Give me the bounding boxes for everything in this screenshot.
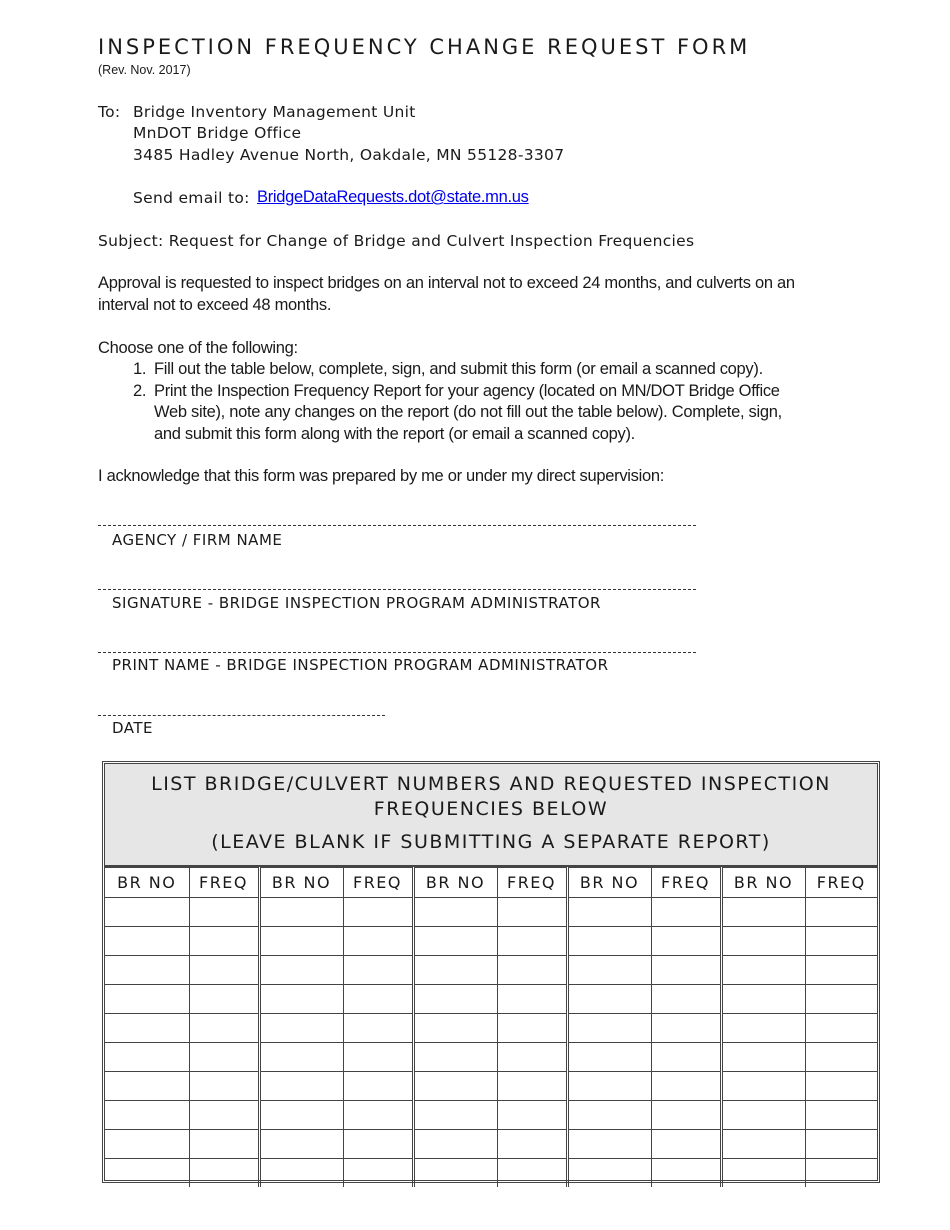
freq-cell[interactable] (651, 1072, 721, 1101)
bridge-frequency-grid (102, 761, 880, 1183)
freq-cell[interactable] (189, 898, 259, 927)
br-no-cell[interactable] (105, 1043, 189, 1072)
freq-cell[interactable] (805, 1130, 877, 1159)
freq-cell[interactable] (651, 1014, 721, 1043)
freq-header: FREQ (343, 868, 413, 898)
print-name-line[interactable] (98, 652, 696, 653)
grid-row (105, 956, 877, 985)
br-no-cell[interactable] (721, 1043, 805, 1072)
freq-cell[interactable] (343, 1130, 413, 1159)
br-no-cell[interactable] (105, 1101, 189, 1130)
freq-cell[interactable] (805, 1159, 877, 1188)
br-no-cell[interactable] (413, 1043, 497, 1072)
freq-cell[interactable] (497, 956, 567, 985)
to-label: To: (98, 103, 121, 121)
grid-heading-line-3: (LEAVE BLANK IF SUBMITTING A SEPARATE REPORT) (211, 831, 771, 853)
freq-cell[interactable] (189, 956, 259, 985)
br-no-cell[interactable] (721, 1130, 805, 1159)
freq-cell[interactable] (805, 985, 877, 1014)
acknowledge-statement: I acknowledge that this form was prepared by me or under my direct supervision: (98, 467, 664, 485)
subject-line: Subject: Request for Change of Bridge and Culvert Inspection Frequencies (98, 232, 695, 250)
address-line-2: MnDOT Bridge Office (133, 124, 302, 142)
option-2-text-line-2: Web site), note any changes on the report (do not fill out the table below). Complete, sign, (154, 403, 782, 421)
freq-cell[interactable] (343, 1072, 413, 1101)
freq-cell[interactable] (805, 1014, 877, 1043)
signature-line[interactable] (98, 589, 696, 590)
freq-cell[interactable] (497, 927, 567, 956)
freq-header: FREQ (189, 868, 259, 898)
date-label: DATE (112, 719, 154, 737)
grid-body (105, 898, 877, 1188)
br-no-cell[interactable] (567, 1043, 651, 1072)
freq-cell[interactable] (189, 985, 259, 1014)
br-no-header: BR NO (413, 868, 497, 898)
br-no-cell[interactable] (259, 1043, 343, 1072)
freq-cell[interactable] (343, 1014, 413, 1043)
email-link[interactable]: BridgeDataRequests.dot@state.mn.us (257, 188, 529, 206)
freq-cell[interactable] (189, 1072, 259, 1101)
br-no-cell[interactable] (105, 1072, 189, 1101)
freq-cell[interactable] (497, 1159, 567, 1188)
option-2-text-line-1: Print the Inspection Frequency Report for your agency (located on MN/DOT Bridge Office (154, 382, 780, 400)
freq-cell[interactable] (651, 1101, 721, 1130)
grid-row (105, 927, 877, 956)
freq-header: FREQ (651, 868, 721, 898)
freq-cell[interactable] (497, 1014, 567, 1043)
br-no-cell[interactable] (413, 1159, 497, 1188)
choose-intro: Choose one of the following: (98, 339, 298, 357)
grid-row (105, 1014, 877, 1043)
freq-cell[interactable] (497, 898, 567, 927)
freq-cell[interactable] (497, 1130, 567, 1159)
freq-cell[interactable] (189, 1043, 259, 1072)
grid-row (105, 1072, 877, 1101)
freq-cell[interactable] (651, 898, 721, 927)
grid-row (105, 1043, 877, 1072)
br-no-cell[interactable] (105, 898, 189, 927)
grid-heading (105, 764, 877, 867)
freq-cell[interactable] (651, 927, 721, 956)
br-no-cell[interactable] (259, 1014, 343, 1043)
br-no-cell[interactable] (721, 927, 805, 956)
br-no-cell[interactable] (413, 1072, 497, 1101)
br-no-cell[interactable] (413, 1101, 497, 1130)
grid-row (105, 1159, 877, 1188)
br-no-cell[interactable] (721, 898, 805, 927)
freq-cell[interactable] (497, 1072, 567, 1101)
option-1-number: 1. (133, 360, 147, 378)
br-no-cell[interactable] (721, 1159, 805, 1188)
freq-cell[interactable] (343, 927, 413, 956)
br-no-cell[interactable] (259, 898, 343, 927)
br-no-header: BR NO (105, 868, 189, 898)
br-no-cell[interactable] (721, 1072, 805, 1101)
approval-text-line-2: interval not to exceed 48 months. (98, 296, 332, 314)
br-no-cell[interactable] (721, 1101, 805, 1130)
br-no-header: BR NO (259, 868, 343, 898)
br-no-cell[interactable] (721, 956, 805, 985)
br-no-cell[interactable] (567, 927, 651, 956)
br-no-cell[interactable] (105, 985, 189, 1014)
freq-cell[interactable] (805, 927, 877, 956)
br-no-cell[interactable] (567, 1159, 651, 1188)
freq-cell[interactable] (189, 1130, 259, 1159)
freq-header: FREQ (497, 868, 567, 898)
freq-cell[interactable] (651, 1043, 721, 1072)
freq-cell[interactable] (805, 956, 877, 985)
option-2-number: 2. (133, 382, 147, 400)
freq-cell[interactable] (343, 985, 413, 1014)
br-no-cell[interactable] (413, 956, 497, 985)
freq-cell[interactable] (651, 1159, 721, 1188)
freq-cell[interactable] (189, 1014, 259, 1043)
br-no-cell[interactable] (567, 1130, 651, 1159)
br-no-cell[interactable] (413, 927, 497, 956)
br-no-header: BR NO (567, 868, 651, 898)
freq-cell[interactable] (497, 1043, 567, 1072)
date-line[interactable] (98, 715, 385, 716)
br-no-cell[interactable] (413, 1014, 497, 1043)
freq-cell[interactable] (189, 927, 259, 956)
br-no-cell[interactable] (259, 956, 343, 985)
br-no-cell[interactable] (259, 1101, 343, 1130)
freq-cell[interactable] (497, 1101, 567, 1130)
freq-cell[interactable] (189, 1101, 259, 1130)
br-no-cell[interactable] (259, 985, 343, 1014)
br-no-cell[interactable] (567, 1072, 651, 1101)
freq-cell[interactable] (805, 898, 877, 927)
freq-cell[interactable] (343, 1101, 413, 1130)
freq-cell[interactable] (497, 985, 567, 1014)
br-no-cell[interactable] (105, 1014, 189, 1043)
agency-name-line[interactable] (98, 525, 696, 526)
freq-cell[interactable] (805, 1101, 877, 1130)
grid-heading-line-2: FREQUENCIES BELOW (373, 798, 609, 820)
form-title: INSPECTION FREQUENCY CHANGE REQUEST FORM (98, 35, 751, 59)
grid-row (105, 898, 877, 927)
br-no-cell[interactable] (567, 1101, 651, 1130)
br-no-cell[interactable] (105, 1159, 189, 1188)
freq-cell[interactable] (651, 985, 721, 1014)
br-no-cell[interactable] (259, 1072, 343, 1101)
grid-table (105, 867, 877, 1187)
address-line-3: 3485 Hadley Avenue North, Oakdale, MN 55128-3307 (133, 146, 565, 164)
agency-name-label: AGENCY / FIRM NAME (112, 531, 283, 549)
br-no-cell[interactable] (105, 1130, 189, 1159)
br-no-cell[interactable] (105, 956, 189, 985)
freq-header: FREQ (805, 868, 877, 898)
freq-cell[interactable] (343, 956, 413, 985)
freq-cell[interactable] (651, 1130, 721, 1159)
signature-label: SIGNATURE - BRIDGE INSPECTION PROGRAM ADMINISTRATOR (112, 594, 601, 612)
br-no-cell[interactable] (567, 1014, 651, 1043)
freq-cell[interactable] (805, 1072, 877, 1101)
address-line-1: Bridge Inventory Management Unit (133, 103, 416, 121)
grid-row (105, 1130, 877, 1159)
br-no-header: BR NO (721, 868, 805, 898)
br-no-cell[interactable] (413, 985, 497, 1014)
revision-date: (Rev. Nov. 2017) (98, 63, 191, 77)
br-no-cell[interactable] (721, 985, 805, 1014)
option-1-text: Fill out the table below, complete, sign, and submit this form (or email a scanned copy). (154, 360, 763, 378)
br-no-cell[interactable] (567, 956, 651, 985)
br-no-cell[interactable] (721, 1014, 805, 1043)
br-no-cell[interactable] (259, 1159, 343, 1188)
grid-row (105, 1101, 877, 1130)
freq-cell[interactable] (189, 1159, 259, 1188)
br-no-cell[interactable] (105, 927, 189, 956)
br-no-cell[interactable] (567, 985, 651, 1014)
grid-header-row (105, 868, 877, 898)
freq-cell[interactable] (651, 956, 721, 985)
grid-heading-line-1: LIST BRIDGE/CULVERT NUMBERS AND REQUESTED INSPECTION (151, 773, 831, 795)
br-no-cell[interactable] (567, 898, 651, 927)
freq-cell[interactable] (343, 898, 413, 927)
br-no-cell[interactable] (259, 927, 343, 956)
option-2-text-line-3: and submit this form along with the report (or email a scanned copy). (154, 425, 635, 443)
grid-row (105, 985, 877, 1014)
approval-text-line-1: Approval is requested to inspect bridges on an interval not to exceed 24 months, and culverts on an (98, 274, 795, 292)
br-no-cell[interactable] (259, 1130, 343, 1159)
print-name-label: PRINT NAME - BRIDGE INSPECTION PROGRAM ADMINISTRATOR (112, 656, 609, 674)
br-no-cell[interactable] (413, 1130, 497, 1159)
freq-cell[interactable] (343, 1043, 413, 1072)
br-no-cell[interactable] (413, 898, 497, 927)
freq-cell[interactable] (343, 1159, 413, 1188)
freq-cell[interactable] (805, 1043, 877, 1072)
email-label: Send email to: (133, 189, 250, 207)
